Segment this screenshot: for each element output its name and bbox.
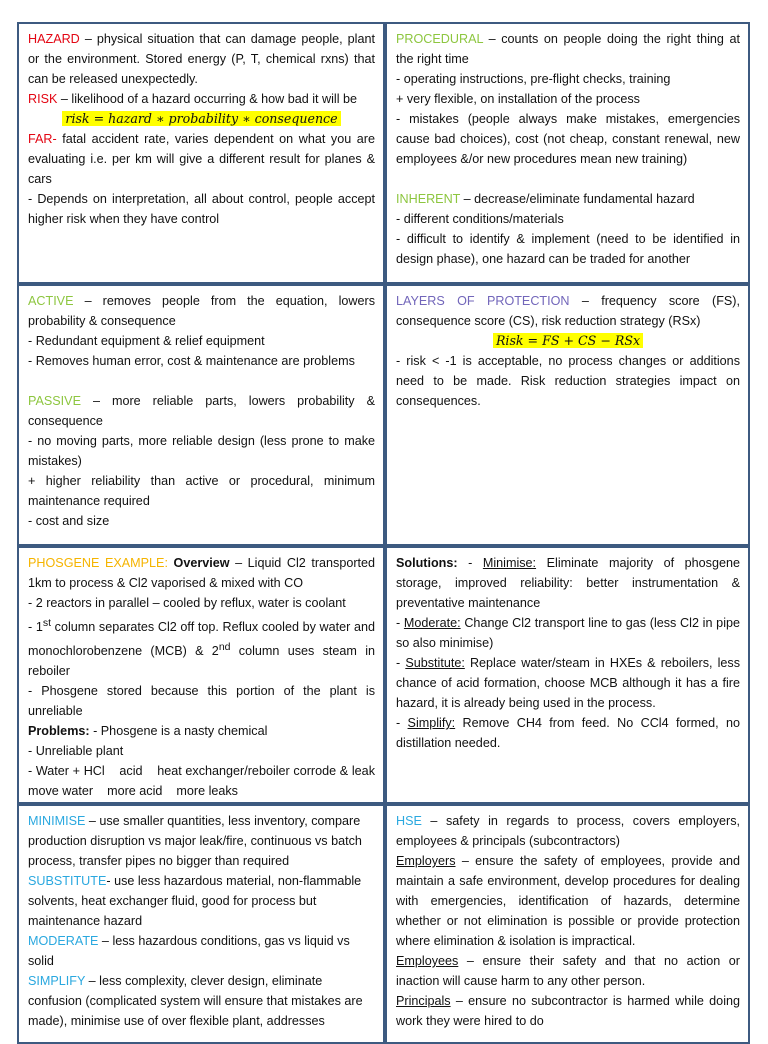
list-item: - Removes human error, cost & maintenance are problems (28, 354, 355, 368)
principals-definition: Principals – ensure no subcontractor is harmed while doing work they were hired to do (396, 994, 740, 1028)
control-note: - Depends on interpretation, all about control, people accept higher risk when they have control (28, 192, 375, 226)
employees-definition: Employees – ensure their safety and that no action or inaction will cause harm to any other person. (396, 954, 740, 988)
list-item: - difficult to identify & implement (need to be identified in design phase), one hazard can be traded for another (396, 232, 740, 266)
list-item: - cost and size (28, 514, 110, 528)
substitute-label: SUBSTITUTE (28, 874, 107, 888)
phosgene-label: PHOSGENE EXAMPLE: (28, 556, 168, 570)
problems-heading: Problems: - Phosgene is a nasty chemical (28, 724, 268, 739)
risk-definition: RISK – likelihood of a hazard occurring & how bad it will be (28, 92, 358, 106)
passive-label: PASSIVE (28, 394, 81, 408)
list-item: - different conditions/materials (396, 212, 564, 226)
hse-cell (385, 804, 750, 1044)
phosgene-overview: PHOSGENE EXAMPLE: Overview – Liquid Cl2 transported 1km to process & Cl2 vaporised & mixed with CO (28, 556, 376, 590)
solutions-simplify: - Simplify: Remove CH4 from feed. No CCl4 formed, no distillation needed. (396, 716, 740, 750)
substitute-definition: SUBSTITUTE- use less hazardous material, non-flammable solvents, heat exchanger fluid, good for process but maintenance hazard (28, 874, 362, 928)
minimise-label: MINIMISE (28, 814, 86, 828)
list-item: - no moving parts, more reliable design (less prone to make mistakes) (28, 434, 375, 468)
hse-label: HSE (396, 814, 422, 828)
hazard-label: HAZARD (28, 32, 80, 46)
active-passive-cell (17, 284, 385, 546)
phosgene-solutions-cell (385, 546, 750, 804)
moderate-label: MODERATE (28, 934, 99, 948)
far-definition: FAR- fatal accident rate, varies dependent on what you are evaluating i.e. per km will give a different result for planes & cars (28, 132, 375, 186)
procedural-inherent-cell (385, 22, 750, 284)
list-item: - Water + HCl acid heat exchanger/reboiler corrode & leak move water more acid more leaks (28, 764, 389, 799)
list-item: + higher reliability than active or procedural, minimum maintenance required (28, 474, 375, 508)
solutions-substitute: - Substitute: Replace water/steam in HXEs & reboilers, less chance of acid formation, choose MCB although it has a fire hazard, it is already being used in the process. (396, 656, 740, 710)
risk-label: RISK (28, 92, 58, 106)
procedural-definition: PROCEDURAL – counts on people doing the right thing at the right time (396, 32, 740, 66)
inherent-strategies-cell (17, 804, 385, 1044)
lop-definition: LAYERS OF PROTECTION – frequency score (FS), consequence score (CS), risk reduction strategy (RSx) (396, 294, 740, 328)
procedural-label: PROCEDURAL (396, 32, 484, 46)
phosgene-example-cell (17, 546, 389, 804)
list-item: - Unreliable plant (28, 744, 124, 759)
hse-definition: HSE – safety in regards to process, covers employers, employees & principals (subcontractors) (396, 814, 740, 848)
employers-definition: Employers – ensure the safety of employees, provide and maintain a safe environment, develop procedures for dealing with emergencies, identification of hazards, determine whether or not elimination is possible or provide protection where elimination & isolation is impractical. (396, 854, 740, 948)
list-item: - 2 reactors in parallel – cooled by reflux, water is coolant (28, 596, 346, 610)
simplify-definition: SIMPLIFY – less complexity, clever design, eliminate confusion (complicated system will ensure that mistakes are made), minimise use of over flexible plant, addresses (28, 974, 363, 1028)
hazard-risk-cell (17, 22, 385, 284)
lop-equation: Risk = FS + CS − RSx (396, 331, 740, 351)
lop-label: LAYERS OF PROTECTION (396, 294, 570, 308)
simplify-label: SIMPLIFY (28, 974, 86, 988)
list-item: - operating instructions, pre-flight checks, training (396, 72, 671, 86)
minimise-definition: MINIMISE – use smaller quantities, less inventory, compare production disruption vs major leak/fire, continuous vs batch process, transfer pipes no bigger than required (28, 814, 362, 868)
inherent-definition: INHERENT – decrease/eliminate fundamental hazard (396, 192, 695, 206)
solutions-moderate: - Moderate: Change Cl2 transport line to gas (less Cl2 in pipe so also minimise) (396, 616, 740, 650)
list-item: - 1st column separates Cl2 off top. Reflux cooled by water and monochlorobenzene (MCB) & 2nd column uses steam in reboiler (28, 617, 375, 679)
inherent-label: INHERENT (396, 192, 461, 206)
active-label: ACTIVE (28, 294, 74, 308)
solutions-minimise: Solutions: - Minimise: Eliminate majority of phosgene storage, improved reliability: better instrumentation & preventative maintenance (396, 556, 740, 610)
layers-of-protection-cell (385, 284, 750, 546)
lop-note: - risk < -1 is acceptable, no process changes or additions need to be made. Risk reduction strategies impact on consequences. (396, 354, 740, 408)
list-item: + very flexible, on installation of the process (396, 92, 640, 106)
moderate-definition: MODERATE – less hazardous conditions, gas vs liquid vs solid (28, 934, 350, 968)
risk-equation: risk = hazard ∗ probability ∗ consequence (28, 109, 375, 129)
list-item: - mistakes (people always make mistakes, emergencies cause bad choices), cost (not cheap, constant renewal, new employees &/or new procedures mean new training) (396, 112, 740, 166)
far-label: FAR- (28, 132, 57, 146)
list-item: - Redundant equipment & relief equipment (28, 334, 265, 348)
passive-definition: PASSIVE – more reliable parts, lowers probability & consequence (28, 394, 375, 428)
list-item: - Phosgene stored because this portion of the plant is unreliable (28, 684, 375, 719)
hazard-definition: HAZARD – physical situation that can damage people, plant or the environment. Stored energy (P, T, chemical rxns) that can be released unexpectedly. (28, 32, 375, 86)
active-definition: ACTIVE – removes people from the equation, lowers probability & consequence (28, 294, 375, 328)
